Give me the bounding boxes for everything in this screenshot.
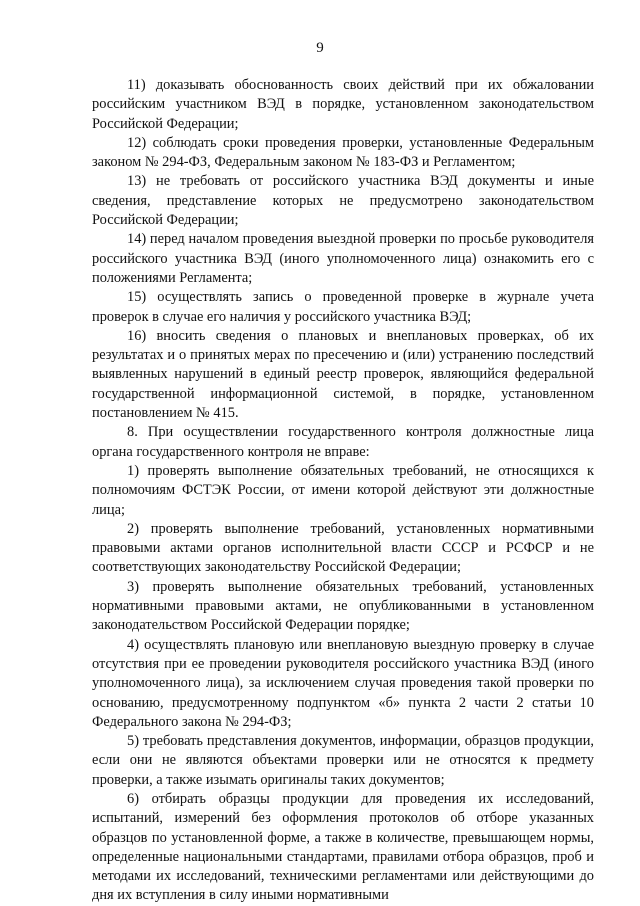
page-number: 9 (316, 40, 324, 56)
restriction-1: 1) проверять выполнение обязательных требований, не относящихся к полномочиям ФСТЭК России, от имени которой действуют эти должностные лица; (92, 462, 594, 518)
document-body (92, 76, 594, 906)
restriction-5: 5) требовать представления документов, информации, образцов продукции, если они не являются объектами проверки или не относятся к предмету проверки, а также изымать оригиналы таких документов; (92, 733, 594, 788)
section-8-heading: 8. При осуществлении государственного контроля должностные лица органа государственного контроля не вправе: (92, 424, 594, 460)
paragraph-14: 14) перед началом проведения выездной проверки по просьбе руководителя российского участника ВЭД (иного уполномоченного лица) ознакомить его с положениями Регламента; (92, 231, 594, 286)
restriction-3: 3) проверять выполнение обязательных требований, установленных нормативными правовыми актами, не опубликованными в установленном законодательством Российской Федерации порядке; (92, 578, 594, 634)
paragraph-12: 12) соблюдать сроки проведения проверки, установленные Федеральным законом № 294-ФЗ, Федеральным законом № 183-ФЗ и Регламентом; (92, 134, 594, 171)
paragraph-11: 11) доказывать обоснованность своих действий при их обжаловании российским участником ВЭД в порядке, установленном законодательством Российской Федерации; (92, 77, 594, 132)
restriction-2: 2) проверять выполнение требований, установленных нормативными правовыми актами органов исполнительной власти СССР и РСФСР и не соответствующих законодательству Российской Федерации; (92, 520, 594, 576)
paragraph-16: 16) вносить сведения о плановых и внеплановых проверках, об их результатах и о принятых мерах по пресечению и (или) устранению последствий выявленных нарушений в единый реестр проверок, являющийся федеральной государственной информационной системой, в порядке, установленном постановлением № 415. (92, 327, 594, 422)
paragraph-13: 13) не требовать от российского участника ВЭД документы и иные сведения, представление которых не предусмотрено законодательством Российской Федерации; (92, 173, 594, 229)
paragraph-15: 15) осуществлять запись о проведенной проверке в журнале учета проверок в случае его наличия у российского участника ВЭД; (92, 289, 594, 325)
restriction-6: 6) отбирать образцы продукции для проведения их исследований, испытаний, измерений без оформления протоколов об отборе указанных образцов по установленной форме, а также в количестве, превышающем нормы, определенные национальными стандартами, правилами отбора образцов, проб и методами их исследований, техническими регламентами или действующими до дня их вступления в силу иными нормативными (92, 790, 594, 904)
restriction-4: 4) осуществлять плановую или внеплановую выездную проверку в случае отсутствия при ее проведении руководителя российского участника ВЭД (иного уполномоченного лица), за исключением случая проведения такой проверки по основанию, предусмотренному подпунктом «б» пункта 2 части 2 статьи 10 Федерального закона № 294-ФЗ; (92, 636, 594, 730)
